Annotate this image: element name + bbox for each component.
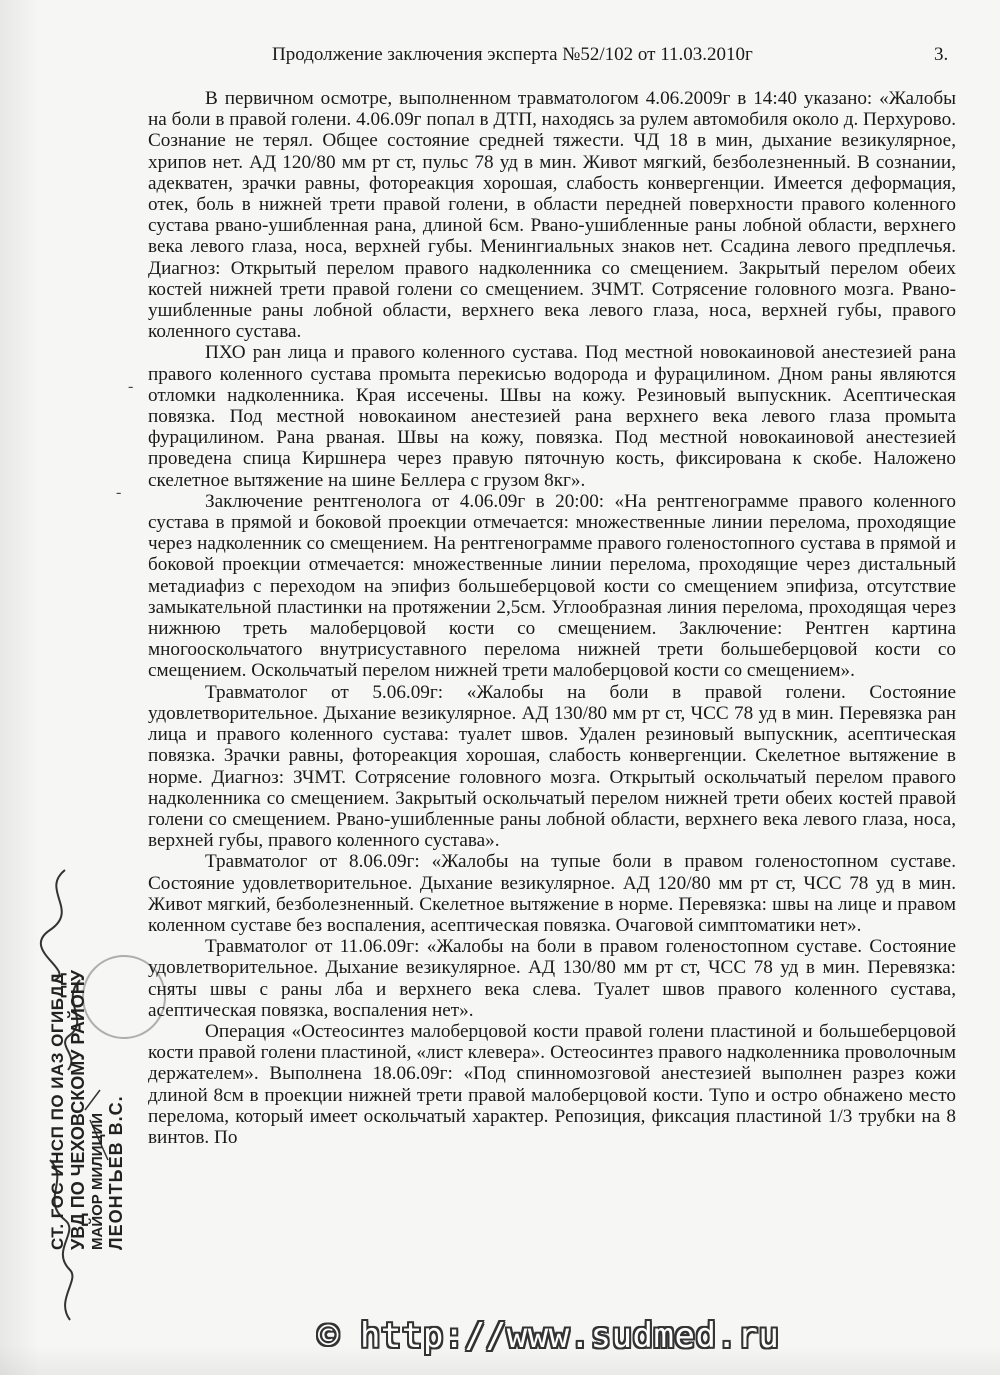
paragraph-operation: Операция «Остеосинтез малоберцовой кости правой голени пластиной и большеберцовой кости правой голени пластиной, «лист клевера». Остеосинтез правого надколенника проволочным держателем». Выполнена 18.06.09г: «Под спинномозговой анестезией выполнен разрез кожи длиной 8см в проекции нижней трети правой малоберцовой кости. Тупо и остро обнажено место перелома, который имеет оскольчатый характер. Репозиция, фиксация пластиной 1/3 трубки на 8 винтов. По <box>148 1020 956 1148</box>
paragraph-surgical-treatment: ПХО ран лица и правого коленного сустава. Под местной новокаиновой анестезией рана правого коленного сустава промыта перекисью водорода и фурацилином. Дном раны являются отломки надколенника. Края иссечены. Швы на кожу. Резиновый выпускник. Асептическая повязка. Под местной новокаином анестезией рана верхнего века левого глаза промыта фурацилином. Рана рваная. Швы на кожу, повязка. Под местной новокаиновой анестезией проведена спица Киршнера через правую пяточную кость, фиксирована к скобе. Наложено скелетное вытяжение на шине Беллера с грузом 8кг». <box>148 342 956 491</box>
paragraph-exam-1106: Травматолог от 11.06.09г: «Жалобы на боли в правом голеностопном суставе. Состояние удовлетворительное. Дыхание везикулярное. АД 130/80 мм рт ст, ЧСС 78 уд в мин. Перевязка: сняты швы с раны лба и верхнего века слева. Туалет швов правого коленного сустава, асептическая повязка, воспаления нет». <box>148 936 956 1021</box>
margin-mark: - <box>128 378 134 395</box>
paragraph-exam-0506: Травматолог от 5.06.09г: «Жалобы на боли в правой голени. Состояние удовлетворительное. Дыхание везикулярное. АД 130/80 мм рт ст, ЧСС 78 уд в мин. Перевязка ран лица и правого коленного сустава: туалет швов. Удален резиновый выпускник, асептическая повязка. Зрачки равны, фотореакция хорошая, слабость конвергенции. Скелетное вытяжение в норме. Диагноз: ЗЧМТ. Сотрясение головного мозга. Открытый оскольчатый перелом правого надколенника со смещением. Закрытый оскольчатый перелом нижней трети обеих костей правой голени со смещением. Рвано-ушибленные раны лобной области, верхнего века левого глаза, носа, верхней губы, правого коленного сустава». <box>148 681 956 852</box>
paragraph-exam-0806: Травматолог от 8.06.09г: «Жалобы на тупые боли в правом голеностопном суставе. Состояние удовлетворительное. Дыхание везикулярное. АД 120/80 мм рт ст, ЧСС 78 уд в мин. Живот мягкий, безболезненный. Скелетное вытяжение в норме. Перевязка: швы на лице и правом коленном суставе без воспаления, асептическая повязка. Очаговой симптоматики нет». <box>148 851 956 936</box>
page-number: 3. <box>934 44 949 65</box>
stamp-line-2: УВД ПО ЧЕХОВСКОМУ РАЙОНУ <box>68 970 88 1250</box>
margin-mark: - <box>116 484 122 501</box>
paragraph-radiology: Заключение рентгенолога от 4.06.09г в 20:00: «На рентгенограмме правого коленного сустава в прямой и боковой проекции отмечается: множественные линии перелома, проходящие через надколенник со смещением. На рентгенограмме правого голеностопного сустава в прямой и боковой проекции отмечается: множественные линии перелома, проходящие через дистальный метадиафиз с переходом на эпифиз большеберцовой кости со смещением эпифиза, отсутствие замыкательной пластинки на протяжении 2,5см. Углообразная линия перелома, проходящая через нижнюю треть малоберцовой кости со смещением. Заключение: Рентген картина многооскольчатого внутрисуставного перелома нижней трети большеберцовой кости со смещением. Оскольчатый перелом нижней трети малоберцовой кости со смещением». <box>148 490 956 682</box>
stamp-line-3: МАЙОР МИЛИЦИИ <box>89 1112 106 1250</box>
page-header <box>0 44 1000 74</box>
official-stamp <box>48 970 168 1250</box>
stamp-line-1: СТ. ГОС ИНСП ПО ИАЗ ОГИБДД <box>48 972 67 1250</box>
stamp-line-4: ЛЕОНТЬЕВ В.С. <box>106 1095 126 1250</box>
header-title: Продолжение заключения эксперта №52/102 от 11.03.2010г <box>272 44 753 65</box>
paragraph-primary-exam: В первичном осмотре, выполненном травматологом 4.06.2009г в 14:40 указано: «Жалобы на боли в правой голени. 4.06.09г попал в ДТП, находясь за рулем автомобиля около д. Перхурово. Сознание не терял. Общее состояние средней тяжести. ЧД 18 в мин, дыхание везикулярное, хрипов нет. АД 120/80 мм рт ст, пульс 78 уд в мин. Живот мягкий, безболезненный. В сознании, адекватен, зрачки равны, фотореакция хорошая, слабость конвергенции. Имеется деформация, отек, боль в нижней трети правой голени, в области передней поверхности правого коленного сустава рвано-ушибленная рана, длиной 6см. Рвано-ушибленные раны лобной области, верхнего века левого глаза, носа, верхней губы. Менингиальных знаков нет. Ссадина левого предплечья. Диагноз: Открытый перелом правого надколенника со смещением. Закрытый перелом обеих костей нижней трети правой голени со смещением. ЗЧМТ. Сотрясение головного мозга. Рвано-ушибленные раны лобной области, верхнего века левого глаза, носа, верхней губы, правого коленного сустава. <box>148 88 956 343</box>
site-watermark: © http://www.sudmed.ru <box>318 1316 780 1356</box>
document-body <box>148 88 956 1148</box>
